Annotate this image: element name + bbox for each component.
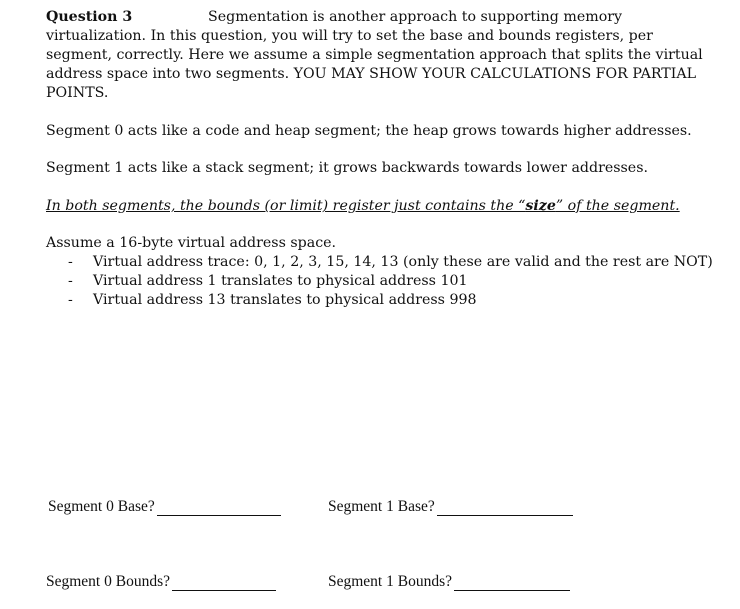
segment-1-base-label: Segment 1 Base? [328,498,435,515]
segment-0-base-row [48,497,281,516]
question-heading [46,8,716,27]
intro-first-line: Segmentation is another approach to supporting memory [208,9,623,25]
question-label: Question 3 [46,9,133,25]
segment-0-base-blank[interactable] [157,500,281,516]
segment-1-bounds-blank[interactable] [454,575,570,591]
assumption-list [46,253,713,310]
list-item [46,291,713,310]
list-item-text: Virtual address trace: 0, 1, 2, 3, 15, 14, 13 (only these are valid and the rest are NOT) [93,254,713,270]
bounds-note-before: In both segments, the bounds (or limit) register just contains the “ [46,198,526,214]
assumption-block [46,234,713,310]
intro-line: address space into two segments. YOU MAY SHOW YOUR CALCULATIONS FOR PARTIAL [46,66,697,82]
segment-0-bounds-label: Segment 0 Bounds? [46,573,170,590]
segment-1-bounds-row [328,572,570,591]
list-item [46,272,713,291]
segment-0-bounds-row [46,572,276,591]
bounds-note [46,197,680,216]
list-item [46,253,713,272]
intro-paragraph [46,27,716,103]
segment-0-description: Segment 0 acts like a code and heap segment; the heap grows towards higher addresses. [46,123,692,139]
intro-line: virtualization. In this question, you will try to set the base and bounds registers, per [46,28,653,44]
list-item-text: Virtual address 13 translates to physical address 998 [93,292,477,308]
segment-1-bounds-label: Segment 1 Bounds? [328,573,452,590]
segment-0-base-label: Segment 0 Base? [48,498,155,515]
assumption-title: Assume a 16-byte virtual address space. [46,235,337,251]
list-item-text: Virtual address 1 translates to physical address 101 [93,273,468,289]
intro-line: POINTS. [46,85,109,101]
question-document [46,8,716,308]
bounds-note-bold: size [525,198,556,214]
dash-bullet: - [68,292,73,308]
segment-1-base-row [328,497,573,516]
segment-1-description: Segment 1 acts like a stack segment; it grows backwards towards lower addresses. [46,160,648,176]
dash-bullet: - [68,273,73,289]
intro-line: segment, correctly. Here we assume a simple segmentation approach that splits the virtual [46,47,703,63]
segment-0-bounds-blank[interactable] [172,575,276,591]
segment-1-base-blank[interactable] [437,500,573,516]
dash-bullet: - [68,254,73,270]
bounds-note-after: ” of the segment. [555,198,680,214]
